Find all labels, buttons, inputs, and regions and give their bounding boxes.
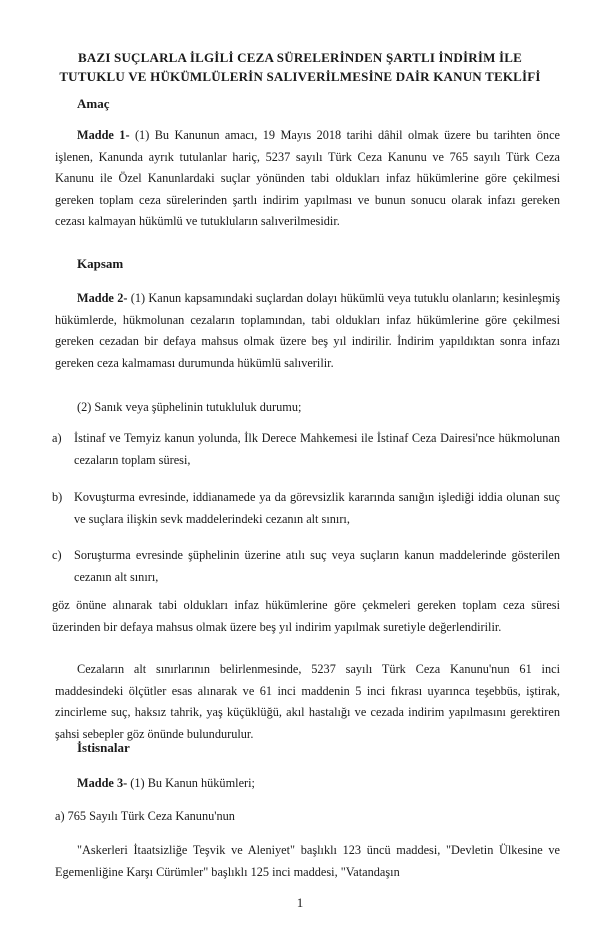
page-number: 1: [296, 895, 304, 910]
list-item-a-label: a): [52, 431, 62, 445]
heading-kapsam: Kapsam: [77, 256, 124, 271]
list-item-c-label: c): [52, 548, 62, 562]
list-item-c: [52, 545, 560, 589]
title-line-2: TUTUKLU VE HÜKÜMLÜLERİN SALIVERİLMESİNE DAİR KANUN TEKLİFİ: [59, 69, 541, 84]
list-item-c-text: Soruşturma evresinde şüphelinin üzerine atılı suç veya suçların kanun maddelerinde gösterilen cezanın alt sınırı,: [74, 548, 560, 584]
madde-2-paragraph-4: Cezaların alt sınırlarının belirlenmesinde, 5237 sayılı Türk Ceza Kanunu'nun 61 inci maddesindeki ölçütler esas alınarak ve 61 inci maddenin 5 inci fıkrası uyarınca teşebbüs, iştirak, zincirleme suç, haksız tahrik, yaş küçüklüğü, akıl hastalığı ve cezada indirim yapılmasını gerektiren şahsi sebepler göz önünde bulundurulur.: [55, 662, 560, 741]
madde-2-paragraph-3: göz önüne alınarak tabi oldukları infaz hükümlerine göre çekmeleri gereken toplam ceza süresi üzerinden bir defaya mahsus olmak üzere beş yıl indirim yapılmak suretiyle değerlendirilir.: [52, 598, 560, 634]
heading-amac: Amaç: [77, 96, 110, 111]
madde-3-paragraph: [77, 773, 557, 795]
list-item-b-label: b): [52, 490, 63, 504]
list-item-b: [52, 487, 560, 531]
title-line-1: BAZI SUÇLARLA İLGİLİ CEZA SÜRELERİNDEN ŞARTLI İNDİRİM İLE: [77, 50, 523, 65]
madde-3-text: (1) Bu Kanun hükümleri;: [127, 776, 255, 790]
list-item-a: [52, 428, 560, 472]
madde-1-text: (1) Bu Kanunun amacı, 19 Mayıs 2018 tarihi dâhil olmak üzere bu tarihten önce işlenen, Kanunda ayrık tutulanlar hariç, 5237 sayılı Türk Ceza Kanunu ve 765 sayılı Türk Ceza Kanunu ile Özel Kanunlardaki suçlar yönünden tabi oldukları infaz hükümlerine göre çekilmesi gereken toplam ceza sürelerinden şartlı indirim yapılması ve bunun sonucu olarak infazı gereken cezası kalmayan hükümlü ve tutukluların salıverilmesidir.: [55, 128, 560, 228]
madde-2-paragraph-1: [55, 288, 560, 374]
madde-1-label: Madde 1-: [77, 128, 130, 142]
madde-1-paragraph: [55, 125, 560, 233]
list-item-a-text: İstinaf ve Temyiz kanun yolunda, İlk Derece Mahkemesi ile İstinaf Ceza Dairesi'nce hükmolunan cezaların toplam süresi,: [74, 431, 560, 467]
madde-2-paragraph-2: (2) Sanık veya şüphelinin tutukluluk durumu;: [77, 400, 302, 414]
madde-3-label: Madde 3-: [77, 776, 128, 790]
madde-3-paragraph-2: "Askerleri İtaatsizliğe Teşvik ve Aleniyet" başlıklı 123 üncü maddesi, "Devletin Ülkesine ve Egemenliğine Karşı Cürümler" başlıklı 125 inci maddesi, "Vatandaşın: [55, 843, 560, 879]
heading-istisnalar: İstisnalar: [77, 740, 130, 755]
list-item-b-text: Kovuşturma evresinde, iddianamede ya da görevsizlik kararında sanığın işlediği iddia olunan suç ve suçlara ilişkin sevk maddelerindeki cezanın alt sınırı,: [74, 490, 560, 526]
madde-3-item-a: a) 765 Sayılı Türk Ceza Kanunu'nun: [55, 809, 235, 823]
madde-2-text: (1) Kanun kapsamındaki suçlardan dolayı hükümlü veya tutuklu olanların; kesinleşmiş hükümlerde, hükmolunan cezaların toplamından, tabi oldukları infaz hükümlerine göre çekilmesi gereken cezadan bir defaya mahsus olmak üzere beş yıl indirilir. İndirim yapıldıktan sonra infazı gereken ceza kalmaması durumunda hükümlü salıverilir.: [55, 291, 560, 370]
document-title: [40, 48, 560, 86]
madde-2-label: Madde 2-: [77, 291, 128, 305]
